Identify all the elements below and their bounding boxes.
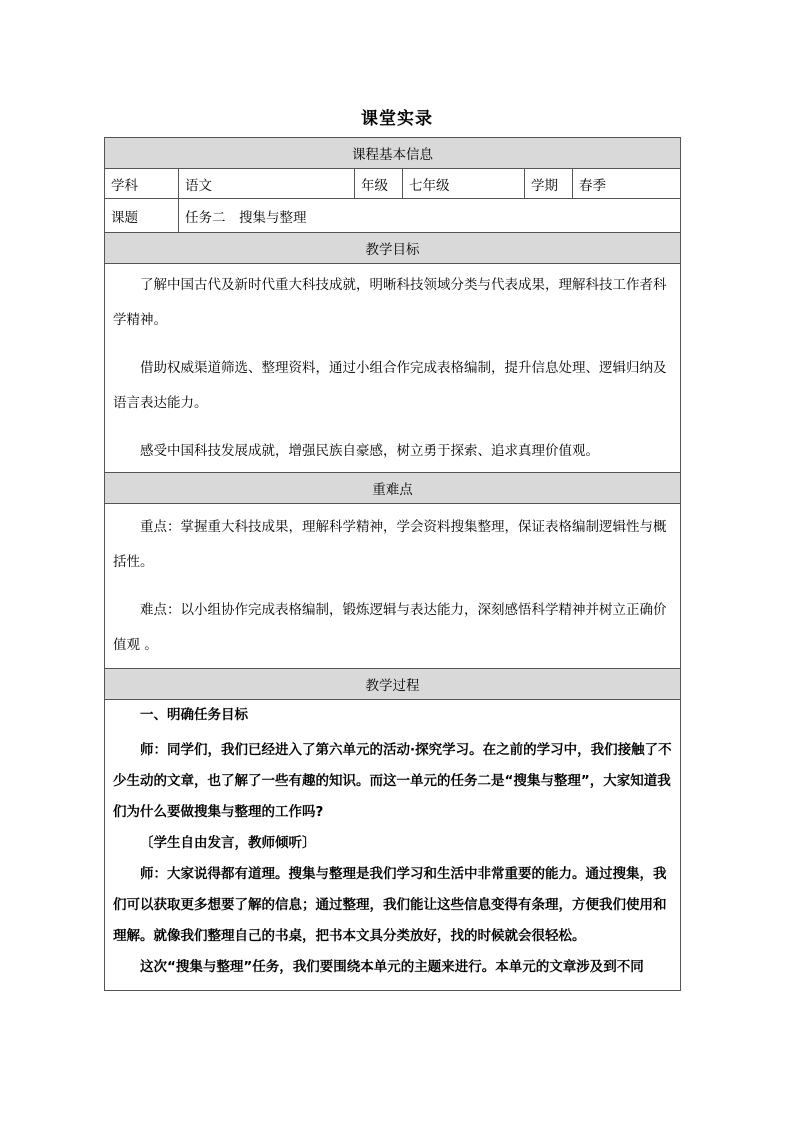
objective-paragraph: 了解中国古代及新时代重大科技成就，明晰科技领域分类与代表成果，理解科技工作者科学精神。 (113, 276, 667, 328)
objectives-row (105, 264, 681, 473)
term-label: 学期 (525, 169, 573, 199)
section-header-key-points (105, 473, 681, 504)
section-header-process (105, 669, 681, 700)
key-points-row (105, 504, 681, 669)
grade-value: 七年级 (403, 169, 525, 199)
process-row (105, 700, 681, 991)
term-value: 春季 (573, 169, 681, 199)
process-paragraph: 师：同学们，我们已经进入了第六单元的活动·探究学习。在之前的学习中，我们接触了不少生动的文章，也了解了一些有趣的知识。而这一单元的任务二是“搜集与整理”，大家知道我们为什么要做搜集与整理的工作吗? (113, 742, 672, 820)
section-title: 教学过程 (105, 669, 681, 700)
process-note: 〔学生自由发言，教师倾听〕 (140, 835, 316, 851)
process-content (105, 700, 681, 991)
subject-value: 语文 (179, 169, 355, 199)
section-title: 教学目标 (105, 233, 681, 264)
process-paragraph: 这次“搜集与整理”任务，我们要围绕本单元的主题来进行。本单元的文章涉及到不同 (140, 959, 644, 975)
process-step-heading: 一、明确任务目标 (140, 707, 248, 723)
lesson-record-table (104, 137, 681, 991)
info-row-topic (105, 199, 681, 233)
objective-paragraph: 借助权威渠道筛选、整理资料，通过小组合作完成表格编制，提升信息处理、逻辑归纳及语言表达能力。 (113, 359, 667, 411)
topic-label: 课题 (105, 199, 179, 233)
info-row-subject (105, 169, 681, 199)
objectives-content (105, 264, 681, 473)
subject-label: 学科 (105, 169, 179, 199)
key-points-content (105, 504, 681, 669)
key-point-paragraph: 难点：以小组协作完成表格编制，锻炼逻辑与表达能力，深刻感悟科学精神并树立正确价值观 。 (113, 601, 667, 653)
page-title: 课堂实录 (361, 109, 433, 129)
section-header-objectives (105, 233, 681, 264)
section-header-basic-info (105, 138, 681, 169)
grade-label: 年级 (355, 169, 403, 199)
section-title: 重难点 (105, 473, 681, 504)
key-point-paragraph: 重点：掌握重大科技成果，理解科学精神，学会资料搜集整理，保证表格编制逻辑性与概括性。 (113, 518, 667, 570)
topic-value: 任务二 搜集与整理 (179, 199, 681, 233)
section-title: 课程基本信息 (105, 138, 681, 169)
objective-paragraph: 感受中国科技发展成就，增强民族自豪感，树立勇于探索、追求真理价值观。 (140, 442, 599, 459)
process-paragraph: 师：大家说得都有道理。搜集与整理是我们学习和生活中非常重要的能力。通过搜集，我们可以获取更多想要了解的信息；通过整理，我们能让这些信息变得有条理，方便我们使用和理解。就像我们整理自己的书桌，把书本文具分类放好，找的时候就会很轻松。 (113, 866, 667, 944)
